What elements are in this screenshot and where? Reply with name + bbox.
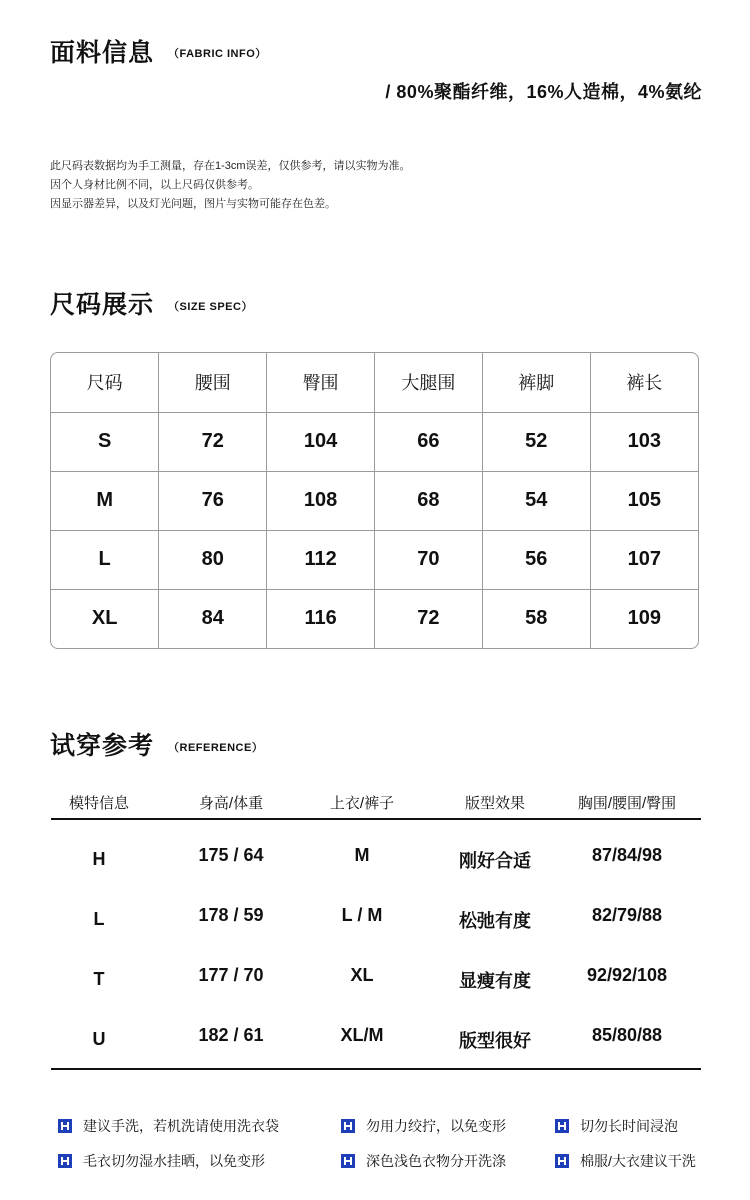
value-cell: 116: [267, 589, 375, 648]
h-square-icon: [58, 1154, 72, 1168]
care-text: 切勿长时间浸泡: [580, 1118, 678, 1134]
model-cell: T: [93, 969, 105, 989]
value-cell: 182 / 61: [198, 1025, 264, 1045]
table-row: [51, 471, 698, 530]
value-cell: 72: [159, 412, 267, 471]
care-item: [341, 1116, 506, 1136]
value-cell: 52: [482, 412, 590, 471]
note-line: 因个人身材比例不同，以上尺码仅供参考。: [50, 179, 259, 191]
value-cell: 85/80/88: [591, 1025, 663, 1045]
table-row: [51, 965, 701, 1025]
size-cell: M: [51, 471, 159, 530]
value-cell: 87/84/98: [591, 845, 663, 865]
value-cell: 175 / 64: [198, 845, 264, 865]
value-cell: 显瘦有度: [459, 971, 531, 991]
care-text: 勿用力绞拧，以免变形: [366, 1118, 506, 1134]
value-cell: 76: [159, 471, 267, 530]
value-cell: 66: [374, 412, 482, 471]
table-row: [51, 845, 701, 905]
value-cell: 104: [267, 412, 375, 471]
value-cell: 103: [590, 412, 698, 471]
header-cell: 上衣/裤子: [329, 795, 395, 812]
reference-subtitle: （REFERENCE）: [168, 742, 264, 754]
fabric-info-subtitle: （FABRIC INFO）: [168, 48, 267, 60]
fabric-composition: / 80%聚酯纤维，16%人造棉，4%氨纶: [385, 82, 702, 102]
care-text: 深色浅色衣物分开洗涤: [366, 1153, 506, 1169]
table-row: [51, 1025, 701, 1085]
header-cell: 版型效果: [464, 795, 525, 812]
table-row: [51, 905, 701, 965]
header-cell: 腰围: [159, 353, 267, 412]
value-cell: 68: [374, 471, 482, 530]
value-cell: 54: [482, 471, 590, 530]
care-item: [555, 1116, 678, 1136]
size-cell: S: [51, 412, 159, 471]
fabric-info-title: 面料信息: [50, 39, 155, 67]
table-row: [51, 589, 698, 648]
care-item: [58, 1116, 279, 1136]
value-cell: 版型很好: [459, 1031, 531, 1051]
header-cell: 裤长: [590, 353, 698, 412]
value-cell: L / M: [341, 905, 383, 925]
value-cell: 72: [374, 589, 482, 648]
value-cell: 刚好合适: [459, 851, 531, 871]
header-cell: 身高/体重: [198, 795, 264, 812]
care-item: [555, 1151, 696, 1171]
header-cell: 臀围: [267, 353, 375, 412]
model-cell: U: [92, 1029, 106, 1049]
h-square-icon: [555, 1119, 569, 1133]
value-cell: 56: [482, 530, 590, 589]
reference-table-header: [51, 788, 701, 818]
value-cell: XL: [350, 965, 374, 985]
h-square-icon: [555, 1154, 569, 1168]
measurement-notes: [50, 157, 411, 214]
header-cell: 大腿围: [374, 353, 482, 412]
care-text: 毛衣切勿湿水挂晒，以免变形: [83, 1153, 265, 1169]
header-cell: 模特信息: [68, 795, 129, 812]
value-cell: 178 / 59: [198, 905, 264, 925]
header-cell: 尺码: [51, 353, 159, 412]
value-cell: 107: [590, 530, 698, 589]
table-divider: [51, 818, 701, 820]
header-cell: 裤脚: [482, 353, 590, 412]
value-cell: 92/92/108: [586, 965, 668, 985]
table-divider: [51, 1068, 701, 1070]
care-text: 建议手洗，若机洗请使用洗衣袋: [83, 1118, 279, 1134]
value-cell: 112: [267, 530, 375, 589]
model-cell: L: [93, 909, 105, 929]
care-item: [58, 1151, 265, 1171]
size-cell: L: [51, 530, 159, 589]
h-square-icon: [341, 1154, 355, 1168]
value-cell: 177 / 70: [198, 965, 264, 985]
value-cell: 松弛有度: [459, 911, 531, 931]
note-line: 此尺码表数据均为手工测量，存在1-3cm误差，仅供参考，请以实物为准。: [50, 160, 411, 172]
h-square-icon: [341, 1119, 355, 1133]
care-text: 棉服/大衣建议干洗: [580, 1153, 696, 1169]
value-cell: 58: [482, 589, 590, 648]
size-table: [50, 352, 699, 649]
size-spec-title: 尺码展示: [50, 291, 155, 319]
header-cell: 胸围/腰围/臀围: [577, 795, 677, 812]
note-line: 因显示器差异，以及灯光问题，图片与实物可能存在色差。: [50, 198, 336, 210]
value-cell: 105: [590, 471, 698, 530]
value-cell: 109: [627, 607, 661, 630]
value-cell: M: [354, 845, 370, 865]
value-cell: 80: [159, 530, 267, 589]
value-cell: XL/M: [340, 1025, 384, 1045]
reference-title: 试穿参考: [50, 732, 155, 760]
value-cell: 84: [159, 589, 267, 648]
model-cell: H: [92, 849, 106, 869]
care-item: [341, 1151, 506, 1171]
table-row: [51, 412, 698, 471]
table-row: [51, 530, 698, 589]
value-cell: 108: [267, 471, 375, 530]
value-cell: 70: [374, 530, 482, 589]
size-spec-subtitle: （SIZE SPEC）: [168, 301, 253, 313]
size-cell: XL: [51, 589, 159, 648]
value-cell: 82/79/88: [591, 905, 663, 925]
h-square-icon: [58, 1119, 72, 1133]
size-table-header: [51, 353, 698, 412]
